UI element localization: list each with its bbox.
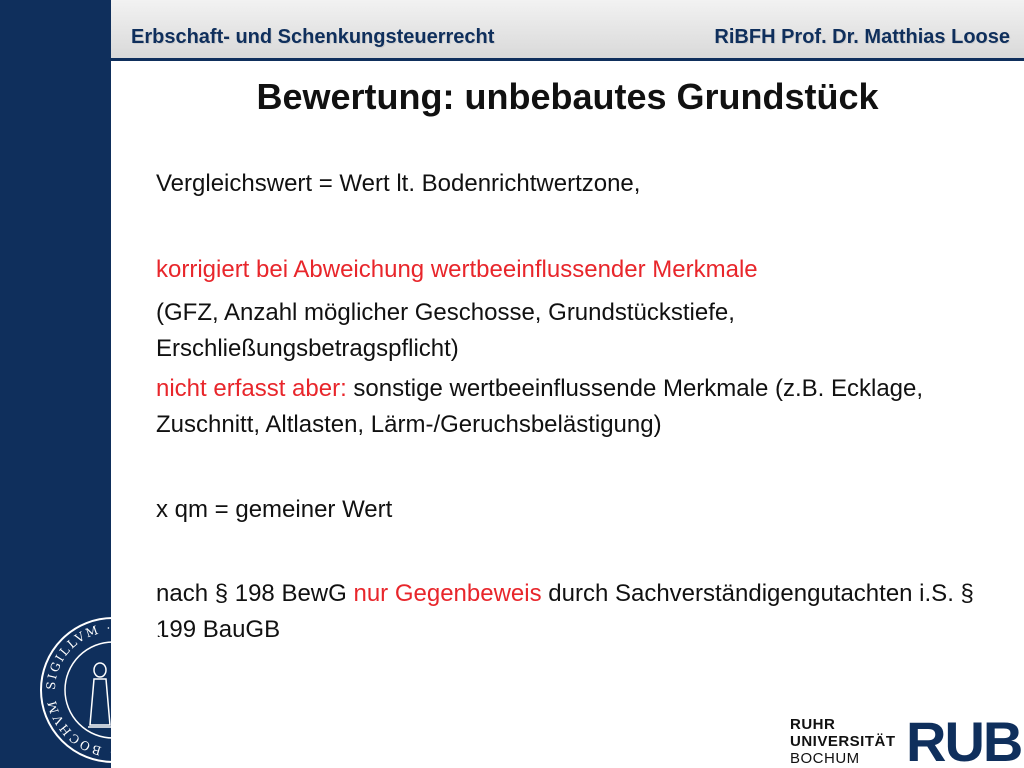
- text-sonstige-merkmale: sonstige wertbeeinflussende Merkmale (z.B. Ecklage, Zuschnitt, Altlasten, Lärm-/Geruchsbelästigung): [156, 375, 924, 438]
- body-line-merkmale: (GFZ, Anzahl möglicher Geschosse, Grundstückstiefe, Erschließungsbetragspflicht): [156, 299, 735, 362]
- svg-text:SIGILLVM · RVHR-VNIVERSITAET ·: SIGILLVM · RVHR-VNIVERSITAET · BOCHVM: [43, 620, 183, 760]
- body-line-gemeiner-wert: x qm = gemeiner Wert: [156, 496, 393, 523]
- body-line-gegenbeweis: [156, 576, 976, 648]
- course-title: Erbschaft- und Schenkungsteuerrecht: [131, 26, 495, 48]
- body-line-nicht-erfasst: [156, 371, 976, 443]
- body-line-vergleichswert: Vergleichswert = Wert lt. Bodenrichtwertzone,: [156, 170, 641, 197]
- university-wordmark: [790, 716, 896, 767]
- lecturer-name: RiBFH Prof. Dr. Matthias Loose: [714, 26, 1010, 48]
- university-seal-icon: [38, 615, 188, 765]
- slide-title: Bewertung: unbebautes Grundstück: [256, 76, 879, 117]
- header-divider: [111, 58, 1024, 61]
- rub-logo: RUB: [906, 716, 1022, 768]
- highlight-nicht-erfasst: nicht erfasst aber:: [156, 375, 347, 402]
- text-sachverstaendigengutachten: durch Sachverständigengutachten i.S. § 199 BauGB: [156, 580, 974, 643]
- body-line-korrigiert: korrigiert bei Abweichung wertbeeinflussender Merkmale: [156, 256, 758, 283]
- wordmark-ruhr: RUHR: [790, 716, 836, 733]
- wordmark-universitaet: UNIVERSITÄT: [790, 733, 896, 750]
- highlight-gegenbeweis: nur Gegenbeweis: [353, 580, 542, 607]
- text-nach-198: nach § 198 BewG: [156, 580, 354, 607]
- wordmark-bochum: BOCHUM: [790, 750, 860, 767]
- slide-body: [156, 166, 976, 643]
